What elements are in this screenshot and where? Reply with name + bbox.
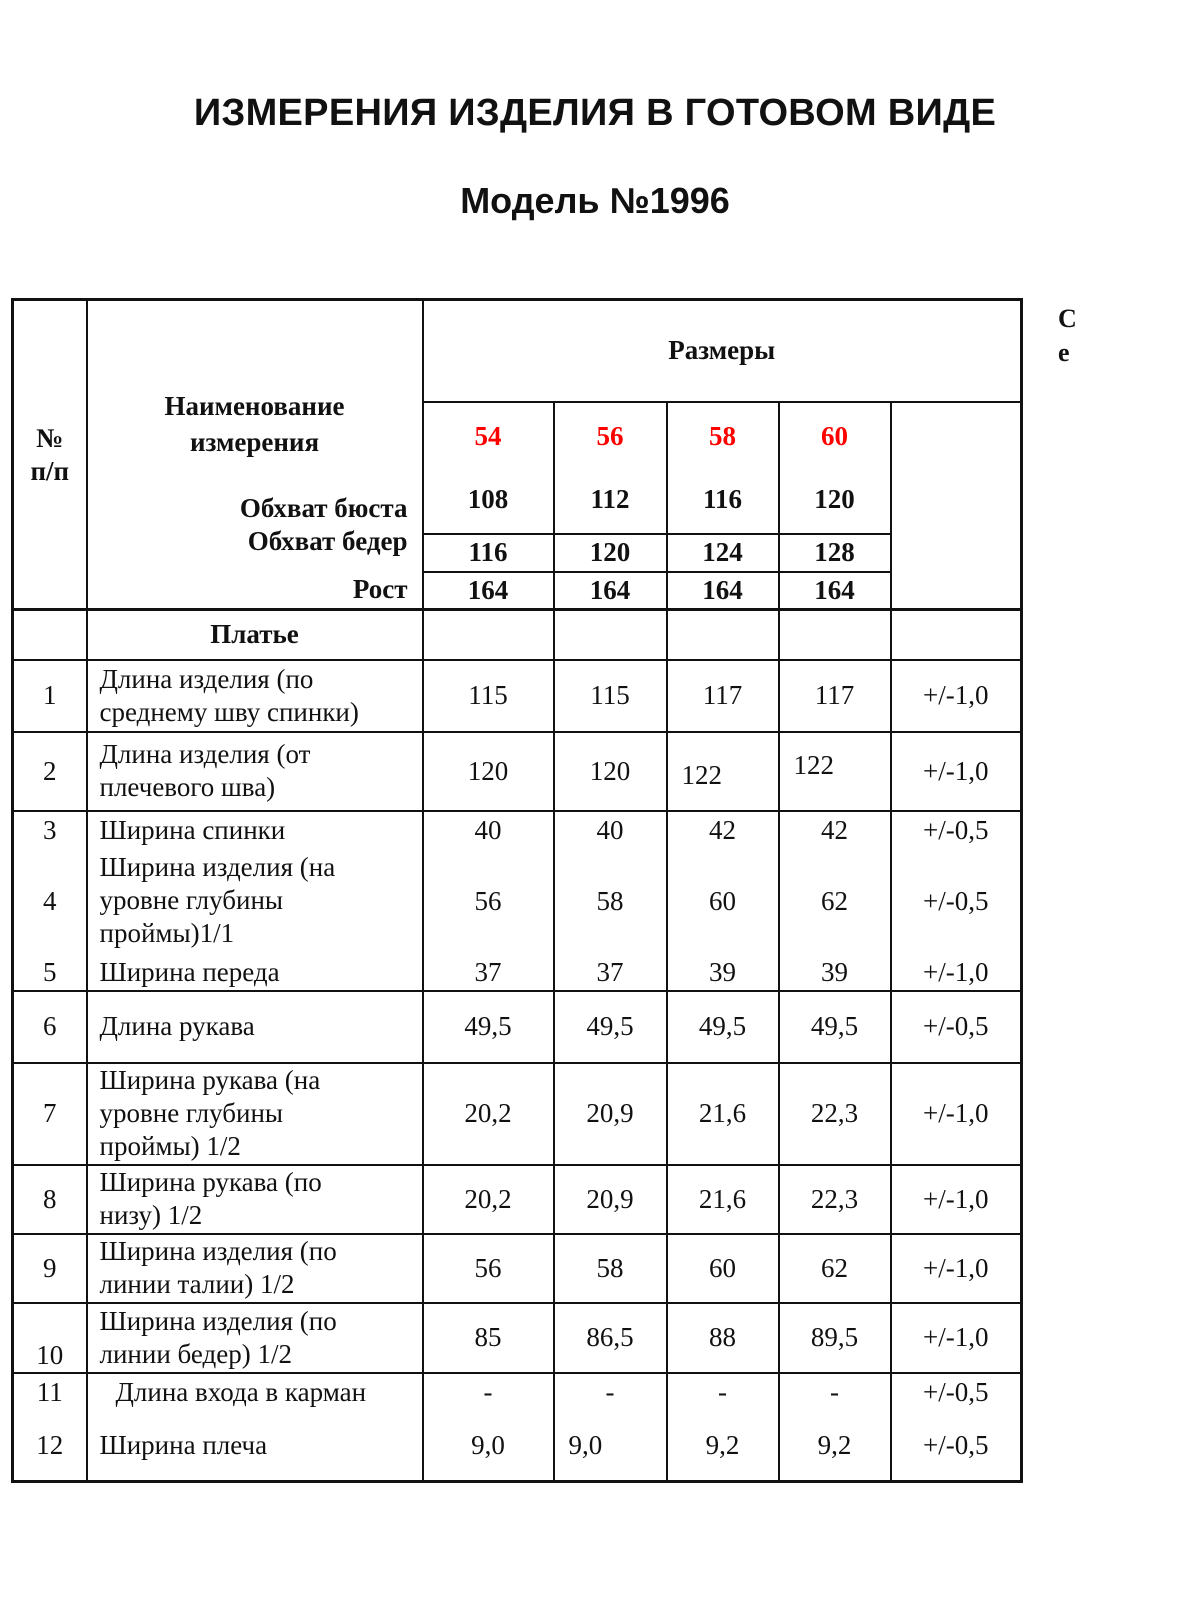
hips-value: 116 (423, 534, 554, 572)
document-title: ИЗМЕРЕНИЯ ИЗДЕЛИЯ В ГОТОВОМ ВИДЕ (193, 92, 997, 134)
tolerance-cell: +/-1,0 (891, 1234, 1022, 1303)
tolerance-cell-group: +/-0,5 +/-0,5 +/-1,0 (891, 811, 1022, 991)
table-row (13, 991, 1022, 1063)
value-cell: 58 (554, 1234, 667, 1303)
value-cell: 85 (423, 1303, 554, 1373)
value-cell-group: 42 60 39 (667, 811, 779, 991)
row-number-group: 11 12 (13, 1373, 87, 1482)
section-label: Платье (87, 610, 423, 660)
value-cell: 117 (667, 660, 779, 732)
tolerance-cell: +/-1,0 (891, 1303, 1022, 1373)
tolerance-header (891, 402, 1022, 610)
row-number: 9 (13, 1234, 87, 1303)
value-cell: 88 (667, 1303, 779, 1373)
table-row (13, 1303, 1022, 1373)
row-number: 1 (13, 660, 87, 732)
value-cell: 86,5 (554, 1303, 667, 1373)
value-cell: 122 (779, 732, 891, 811)
value-cell: 20,9 (554, 1165, 667, 1234)
value-cell: 117 (779, 660, 891, 732)
value-cell: 20,9 (554, 1063, 667, 1165)
table-row (13, 1165, 1022, 1234)
measurement-name-header: Наименование измерения (87, 300, 423, 534)
value-cell: 49,5 (554, 991, 667, 1063)
size-cell: 54 108 (423, 402, 554, 534)
value-cell: 49,5 (667, 991, 779, 1063)
value-cell-group: - 9,2 (667, 1373, 779, 1482)
number-column-header: № п/п (13, 300, 87, 610)
size-cell: 58 116 (667, 402, 779, 534)
value-cell: 60 (667, 1234, 779, 1303)
row-name: Длина рукава (87, 991, 423, 1063)
row-number: 6 (13, 991, 87, 1063)
value-cell-group: 40 56 37 (423, 811, 554, 991)
value-cell-group: - 9,0 (554, 1373, 667, 1482)
section-number-cell (13, 610, 87, 660)
hips-value: 128 (779, 534, 891, 572)
value-cell-group: 40 58 37 (554, 811, 667, 991)
table-row (13, 1063, 1022, 1165)
tolerance-cell: +/-1,0 (891, 1063, 1022, 1165)
height-value: 164 (554, 572, 667, 610)
value-cell: 115 (554, 660, 667, 732)
tolerance-cell: +/-1,0 (891, 660, 1022, 732)
tolerance-cell: +/-1,0 (891, 732, 1022, 811)
value-cell: 20,2 (423, 1063, 554, 1165)
table-row (13, 1234, 1022, 1303)
measurements-table (11, 298, 1023, 1483)
value-cell: 21,6 (667, 1165, 779, 1234)
hips-label-cell (87, 492, 423, 572)
height-label: Рост (87, 572, 423, 610)
row-number: 2 (13, 732, 87, 811)
value-cell: 62 (779, 1234, 891, 1303)
cut-off-header-text (1058, 302, 1077, 370)
height-value: 164 (423, 572, 554, 610)
table-row (13, 660, 1022, 732)
table-row-group (13, 811, 1022, 991)
value-cell: 20,2 (423, 1165, 554, 1234)
model-subtitle: Модель №1996 (460, 180, 730, 221)
height-value: 164 (667, 572, 779, 610)
value-cell: 56 (423, 1234, 554, 1303)
row-name: Ширина изделия (по линии талии) 1/2 (87, 1234, 423, 1303)
row-name: Ширина рукава (на уровне глубины проймы) 1/2 (87, 1063, 423, 1165)
hips-value: 120 (554, 534, 667, 572)
size-cell: 56 112 (554, 402, 667, 534)
size-cell: 60 120 (779, 402, 891, 534)
row-number: 8 (13, 1165, 87, 1234)
value-cell: 120 (554, 732, 667, 811)
row-name: Ширина рукава (по низу) 1/2 (87, 1165, 423, 1234)
value-cell: 115 (423, 660, 554, 732)
row-name: Длина изделия (от плечевого шва) (87, 732, 423, 811)
row-number: 7 (13, 1063, 87, 1165)
value-cell: 49,5 (423, 991, 554, 1063)
table-row-group (13, 1373, 1022, 1482)
tolerance-cell: +/-1,0 (891, 1165, 1022, 1234)
value-cell-group: 42 62 39 (779, 811, 891, 991)
value-cell: 122 (667, 732, 779, 811)
height-value: 164 (779, 572, 891, 610)
row-name: Ширина изделия (по линии бедер) 1/2 (87, 1303, 423, 1373)
hips-value: 124 (667, 534, 779, 572)
row-name: Длина изделия (по среднему шву спинки) (87, 660, 423, 732)
hips-label: Обхват бедер (247, 525, 408, 556)
tolerance-cell-group: +/-0,5 +/-0,5 (891, 1373, 1022, 1482)
cut-off-header-line: е (1058, 338, 1070, 367)
tolerance-cell: +/-0,5 (891, 991, 1022, 1063)
row-name-group: Длина входа в карман Ширина плеча (87, 1373, 423, 1482)
row-number-group: 3 4 5 (13, 811, 87, 991)
row-name-group: Ширина спинки Ширина изделия (на уровне глубины проймы)1/1 Ширина переда (87, 811, 423, 991)
value-cell: 89,5 (779, 1303, 891, 1373)
value-cell-group: - 9,0 (423, 1373, 554, 1482)
table-row (13, 732, 1022, 811)
sizes-header: Размеры (423, 300, 1022, 402)
value-cell: 21,6 (667, 1063, 779, 1165)
value-cell: 22,3 (779, 1165, 891, 1234)
cut-off-header-line: С (1058, 304, 1077, 333)
value-cell: 49,5 (779, 991, 891, 1063)
value-cell-group: - 9,2 (779, 1373, 891, 1482)
bust-label: Обхват бюста (239, 492, 408, 523)
row-number: 10 (13, 1303, 87, 1373)
value-cell: 120 (423, 732, 554, 811)
value-cell: 22,3 (779, 1063, 891, 1165)
